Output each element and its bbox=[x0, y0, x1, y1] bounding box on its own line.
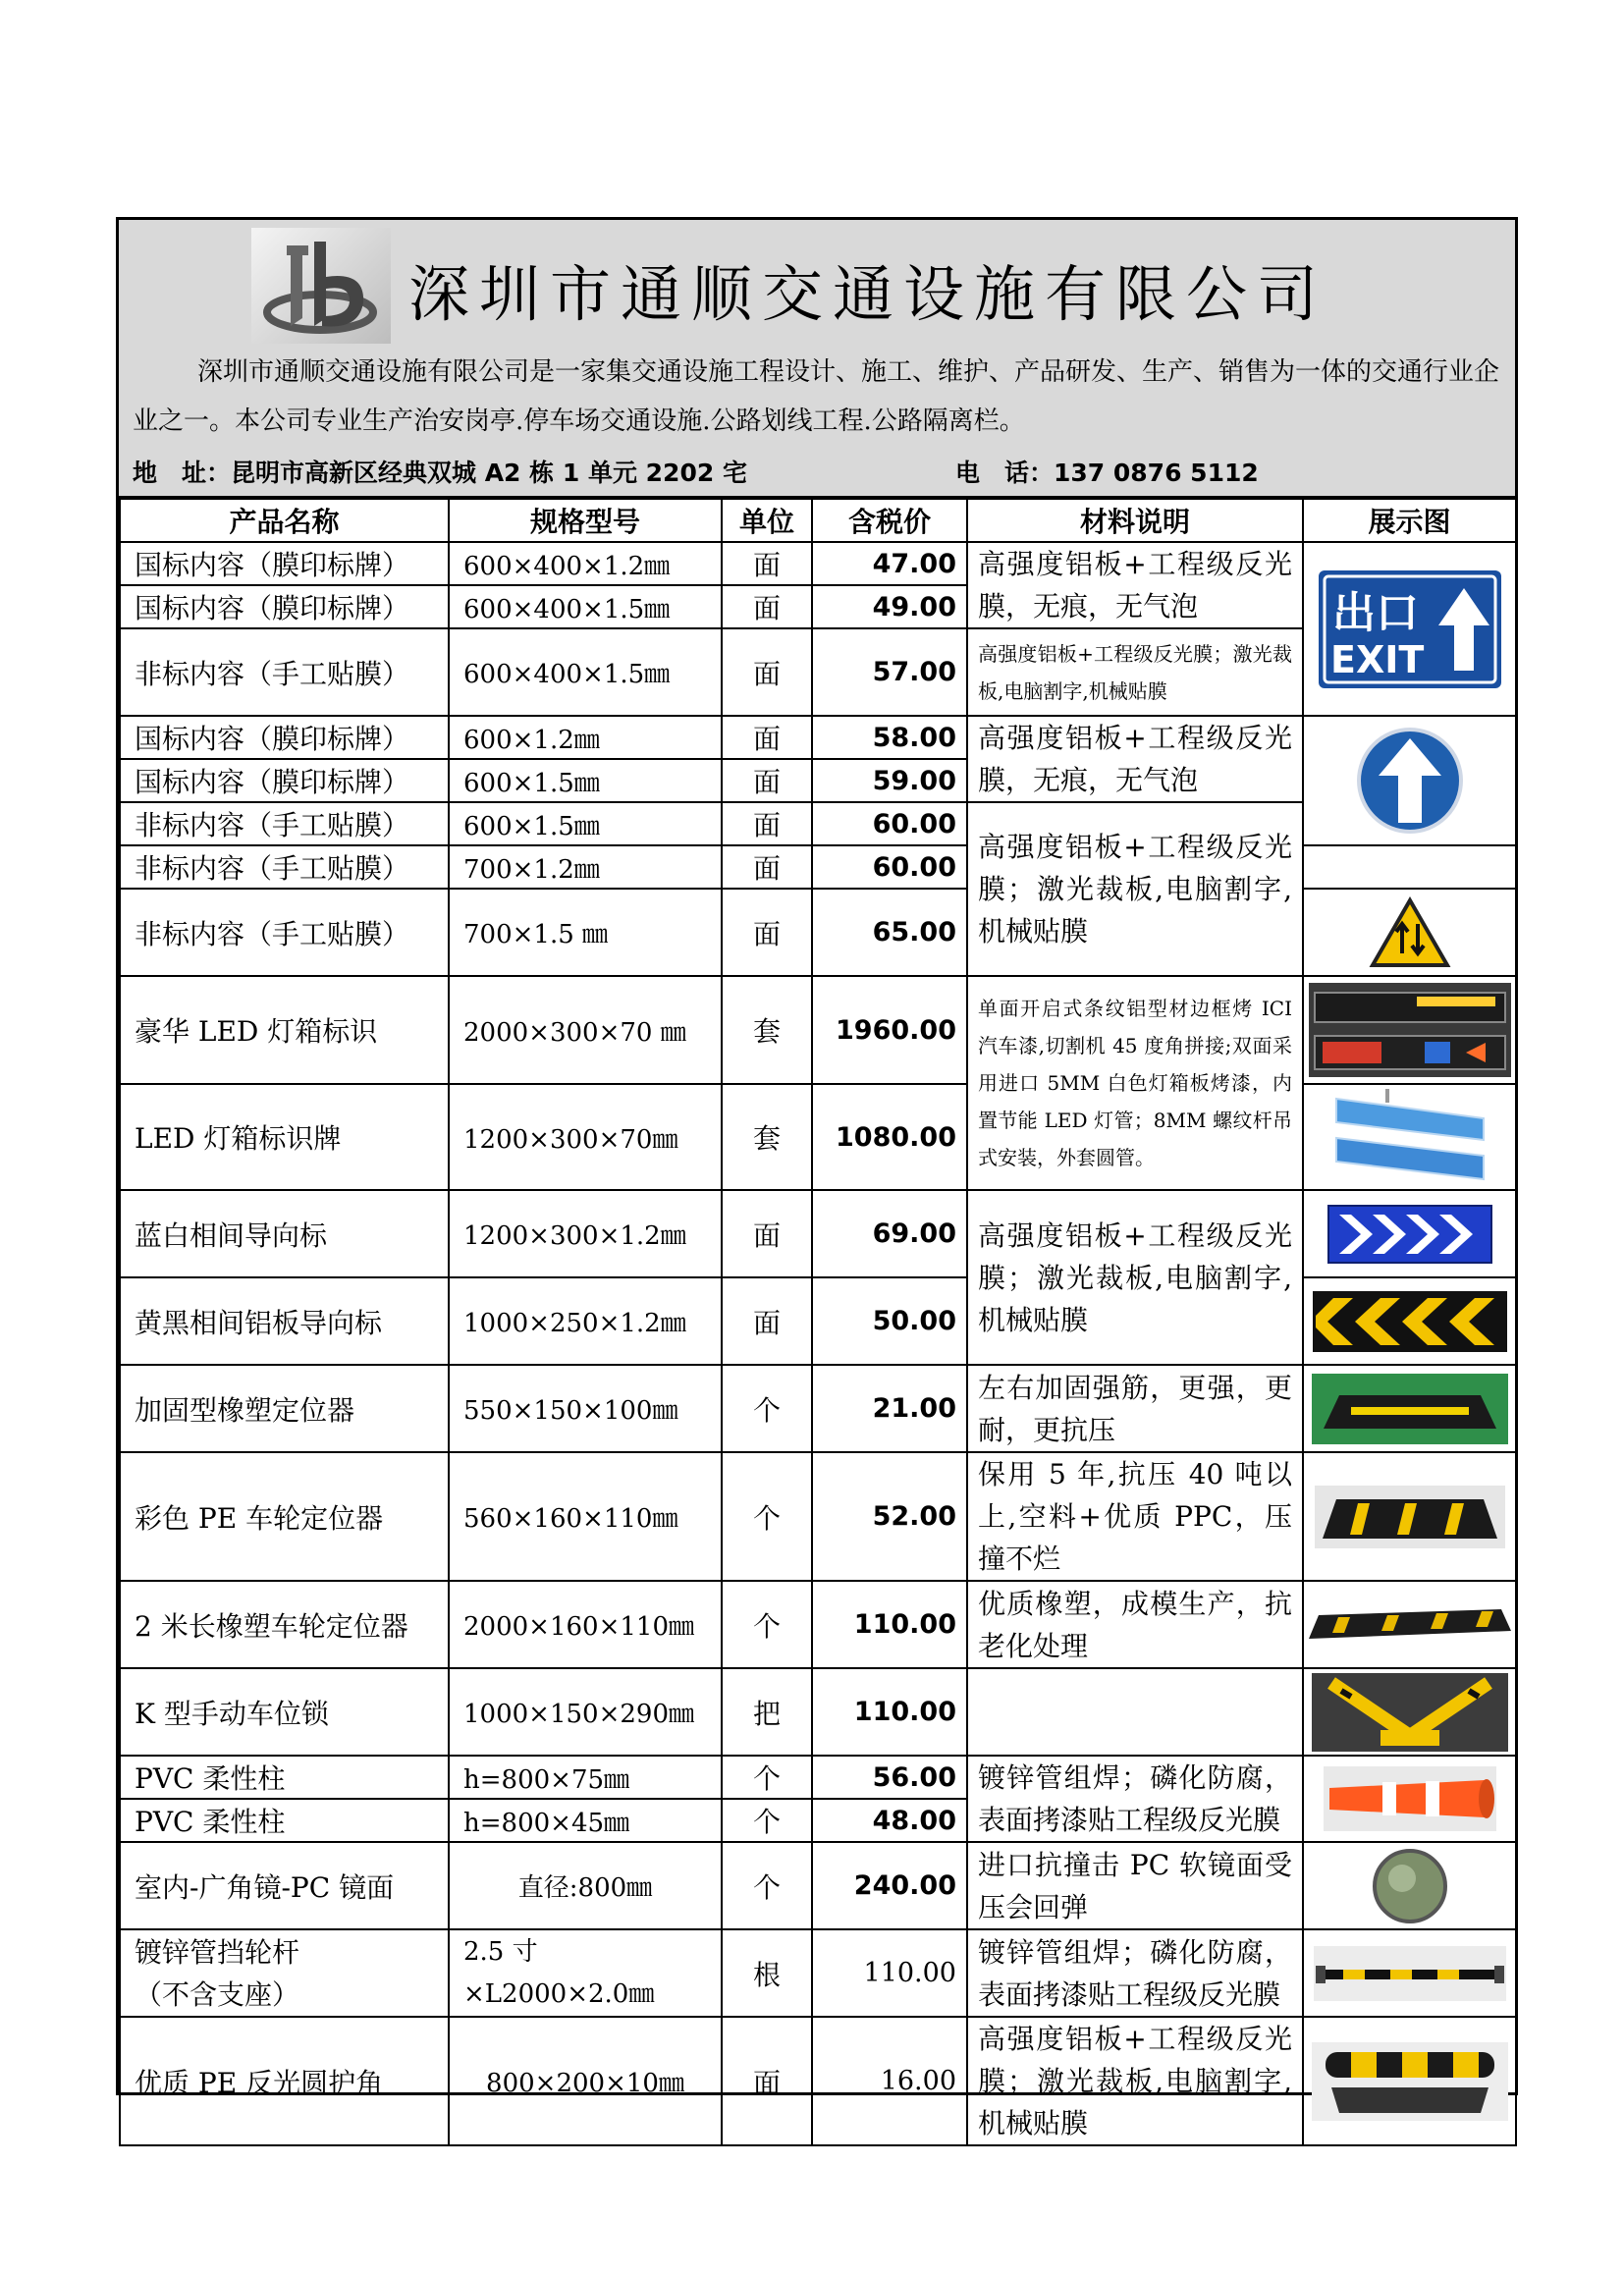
col-header-name: 产品名称 bbox=[120, 499, 449, 542]
table-row bbox=[120, 845, 1516, 889]
material-desc: 高强度铝板+工程级反光膜；激光裁板,电脑割字,机械贴膜 bbox=[967, 1190, 1303, 1365]
company-intro: 深圳市通顺交通设施有限公司是一家集交通设施工程设计、施工、维护、产品研发、生产、销售为一体的交通行业企业之一。本公司专业生产治安岗亭.停车场交通设施.公路划线工程.公路隔离栏。 bbox=[133, 357, 1500, 436]
image-cell bbox=[1303, 1365, 1516, 1452]
product-unit: 面 bbox=[722, 716, 812, 759]
material-desc: 镀锌管组焊；磷化防腐，表面拷漆贴工程级反光膜 bbox=[967, 1756, 1303, 1842]
company-name: 深圳市通顺交通设施有限公司 bbox=[408, 258, 1328, 330]
product-price: 49.00 bbox=[812, 585, 967, 628]
product-spec: 600×1.5㎜ bbox=[449, 759, 722, 802]
table-row bbox=[120, 1277, 1516, 1365]
product-name: 蓝白相间导向标 bbox=[120, 1190, 449, 1277]
product-unit: 面 bbox=[722, 628, 812, 716]
product-unit: 面 bbox=[722, 585, 812, 628]
product-spec: 600×1.2㎜ bbox=[449, 716, 722, 759]
product-name: 优质 PE 反光圆护角 bbox=[120, 2017, 449, 2145]
product-price: 1960.00 bbox=[812, 976, 967, 1084]
image-cell bbox=[1303, 1581, 1516, 1668]
exit-sign-image bbox=[1317, 568, 1503, 690]
product-unit: 把 bbox=[722, 1668, 812, 1756]
product-spec: 直径:800㎜ bbox=[449, 1842, 722, 1929]
product-name-line1: 镀锌管挡轮杆 bbox=[135, 1935, 300, 1969]
product-unit: 个 bbox=[722, 1799, 812, 1842]
product-name: 2 米长橡塑车轮定位器 bbox=[120, 1581, 449, 1668]
product-price: 48.00 bbox=[812, 1799, 967, 1842]
company-header bbox=[119, 220, 1515, 498]
product-name: LED 灯箱标识牌 bbox=[120, 1084, 449, 1190]
product-price: 110.00 bbox=[812, 1581, 967, 1668]
product-spec: 560×160×110㎜ bbox=[449, 1452, 722, 1581]
product-name: 非标内容（手工贴膜） bbox=[120, 845, 449, 889]
material-desc: 左右加固强筋，更强，更耐，更抗压 bbox=[967, 1365, 1303, 1452]
material-desc: 单面开启式条纹铝型材边框烤 ICI 汽车漆,切割机 45 度角拼接;双面采用进口 5MM 白色灯箱板烤漆，内置节能 LED 灯管；8MM 螺纹杆吊式安装，外套圆管。 bbox=[967, 976, 1303, 1190]
product-unit: 套 bbox=[722, 976, 812, 1084]
product-name: 国标内容（膜印标牌） bbox=[120, 716, 449, 759]
price-table bbox=[119, 498, 1517, 2146]
product-unit: 面 bbox=[722, 1277, 812, 1365]
table-row bbox=[120, 1668, 1516, 1756]
col-header-unit: 单位 bbox=[722, 499, 812, 542]
product-price: 1080.00 bbox=[812, 1084, 967, 1190]
product-unit: 面 bbox=[722, 802, 812, 845]
product-name: 非标内容（手工贴膜） bbox=[120, 628, 449, 716]
table-row bbox=[120, 1084, 1516, 1190]
product-unit: 个 bbox=[722, 1842, 812, 1929]
image-cell bbox=[1303, 1190, 1516, 1277]
image-cell bbox=[1303, 1277, 1516, 1365]
material-desc: 高强度铝板+工程级反光膜；激光裁板,电脑割字,机械贴膜 bbox=[967, 802, 1303, 976]
product-spec-line2: ×L2000×2.0㎜ bbox=[463, 1978, 655, 2009]
table-row bbox=[120, 1365, 1516, 1452]
material-desc: 高强度铝板+工程级反光膜，无痕，无气泡 bbox=[967, 716, 1303, 802]
product-unit: 根 bbox=[722, 1929, 812, 2017]
product-spec: 1000×250×1.2㎜ bbox=[449, 1277, 722, 1365]
table-row bbox=[120, 2017, 1516, 2145]
material-desc-empty bbox=[967, 1668, 1303, 1756]
product-price: 60.00 bbox=[812, 845, 967, 889]
product-spec: 1200×300×1.2㎜ bbox=[449, 1190, 722, 1277]
product-price: 52.00 bbox=[812, 1452, 967, 1581]
green-wheel-stopper bbox=[1312, 1374, 1508, 1444]
image-cell bbox=[1303, 1842, 1516, 1929]
image-cell bbox=[1303, 1668, 1516, 1756]
k-parking-lock bbox=[1312, 1673, 1508, 1752]
product-unit: 面 bbox=[722, 845, 812, 889]
flexible-bollard bbox=[1324, 1766, 1496, 1831]
material-desc: 保用 5 年,抗压 40 吨以上,空料+优质 PPC，压撞不烂 bbox=[967, 1452, 1303, 1581]
image-cell bbox=[1303, 1929, 1516, 2017]
corner-guard bbox=[1312, 2042, 1508, 2121]
product-spec: 600×400×1.2㎜ bbox=[449, 542, 722, 585]
wheel-guard-bar bbox=[1314, 1946, 1506, 2001]
table-row bbox=[120, 889, 1516, 976]
product-price: 58.00 bbox=[812, 716, 967, 759]
material-desc: 优质橡塑，成模生产，抗老化处理 bbox=[967, 1581, 1303, 1668]
product-spec: 1200×300×70㎜ bbox=[449, 1084, 722, 1190]
product-name bbox=[120, 1929, 449, 2017]
product-name: 非标内容（手工贴膜） bbox=[120, 889, 449, 976]
product-price: 60.00 bbox=[812, 802, 967, 845]
product-spec: 600×400×1.5㎜ bbox=[449, 585, 722, 628]
product-price: 110.00 bbox=[812, 1929, 967, 2017]
blue-chevron-sign bbox=[1327, 1205, 1492, 1264]
image-cell bbox=[1303, 1084, 1516, 1190]
product-spec: 600×1.5㎜ bbox=[449, 802, 722, 845]
image-cell bbox=[1303, 2017, 1516, 2145]
material-desc: 高强度铝板+工程级反光膜；激光裁板,电脑割字,机械贴膜 bbox=[967, 2017, 1303, 2145]
col-header-image: 展示图 bbox=[1303, 499, 1516, 542]
col-header-price: 含税价 bbox=[812, 499, 967, 542]
image-cell bbox=[1303, 716, 1516, 845]
product-price: 21.00 bbox=[812, 1365, 967, 1452]
table-row bbox=[120, 1929, 1516, 2017]
yellow-black-chevron-sign bbox=[1312, 1290, 1508, 1353]
product-unit: 面 bbox=[722, 2017, 812, 2145]
product-name: 国标内容（膜印标牌） bbox=[120, 542, 449, 585]
company-phone: 电 话：137 0876 5112 bbox=[955, 459, 1259, 487]
company-address: 地 址：昆明市高新区经典双城 A2 栋 1 单元 2202 宅 bbox=[133, 459, 747, 487]
product-name: 豪华 LED 灯箱标识 bbox=[120, 976, 449, 1084]
led-lightbox-blue-photo bbox=[1326, 1089, 1493, 1185]
image-cell bbox=[1303, 889, 1516, 976]
product-spec: 550×150×100㎜ bbox=[449, 1365, 722, 1452]
col-header-spec: 规格型号 bbox=[449, 499, 722, 542]
material-desc: 镀锌管组焊；磷化防腐，表面拷漆贴工程级反光膜 bbox=[967, 1929, 1303, 2017]
product-spec: h=800×45㎜ bbox=[449, 1799, 722, 1842]
product-unit: 个 bbox=[722, 1365, 812, 1452]
product-unit: 个 bbox=[722, 1581, 812, 1668]
arrow-sign-image bbox=[1351, 727, 1469, 835]
product-spec-line1: 2.5 寸 bbox=[463, 1936, 538, 1967]
image-cell bbox=[1303, 1452, 1516, 1581]
product-spec: 600×400×1.5㎜ bbox=[449, 628, 722, 716]
product-name: 国标内容（膜印标牌） bbox=[120, 585, 449, 628]
led-lightbox-photo bbox=[1309, 983, 1511, 1077]
product-unit: 套 bbox=[722, 1084, 812, 1190]
product-name: K 型手动车位锁 bbox=[120, 1668, 449, 1756]
product-unit: 个 bbox=[722, 1452, 812, 1581]
product-unit: 面 bbox=[722, 889, 812, 976]
product-name: 彩色 PE 车轮定位器 bbox=[120, 1452, 449, 1581]
table-row bbox=[120, 1581, 1516, 1668]
product-price: 69.00 bbox=[812, 1190, 967, 1277]
table-row bbox=[120, 1756, 1516, 1799]
product-name: 非标内容（手工贴膜） bbox=[120, 802, 449, 845]
product-unit: 面 bbox=[722, 759, 812, 802]
material-desc: 高强度铝板+工程级反光膜，无痕，无气泡 bbox=[967, 542, 1303, 628]
product-price: 56.00 bbox=[812, 1756, 967, 1799]
product-spec: 2000×160×110㎜ bbox=[449, 1581, 722, 1668]
col-header-material: 材料说明 bbox=[967, 499, 1303, 542]
table-row bbox=[120, 1190, 1516, 1277]
table-row bbox=[120, 976, 1516, 1084]
product-name: 黄黑相间铝板导向标 bbox=[120, 1277, 449, 1365]
table-row bbox=[120, 716, 1516, 759]
product-price: 59.00 bbox=[812, 759, 967, 802]
product-spec: 2000×300×70 ㎜ bbox=[449, 976, 722, 1084]
material-desc: 高强度铝板+工程级反光膜；激光裁板,电脑割字,机械贴膜 bbox=[967, 628, 1303, 716]
company-logo bbox=[251, 228, 391, 344]
product-name-line2: （不含支座） bbox=[135, 1977, 300, 2011]
product-unit: 面 bbox=[722, 542, 812, 585]
table-header-row bbox=[120, 499, 1516, 542]
table-row bbox=[120, 542, 1516, 585]
warning-sign-image bbox=[1369, 896, 1451, 969]
product-spec bbox=[449, 1929, 722, 2017]
product-price: 57.00 bbox=[812, 628, 967, 716]
product-price: 47.00 bbox=[812, 542, 967, 585]
table-row bbox=[120, 1842, 1516, 1929]
long-wheel-stopper bbox=[1309, 1603, 1511, 1647]
product-price: 240.00 bbox=[812, 1842, 967, 1929]
product-spec: 700×1.2㎜ bbox=[449, 845, 722, 889]
image-cell bbox=[1303, 542, 1516, 716]
product-unit: 个 bbox=[722, 1756, 812, 1799]
product-price: 110.00 bbox=[812, 1668, 967, 1756]
product-name: 室内-广角镜-PC 镜面 bbox=[120, 1842, 449, 1929]
black-yellow-wheel-stopper bbox=[1315, 1486, 1505, 1548]
product-spec: h=800×75㎜ bbox=[449, 1756, 722, 1799]
product-price: 65.00 bbox=[812, 889, 967, 976]
product-name: 国标内容（膜印标牌） bbox=[120, 759, 449, 802]
material-desc: 进口抗撞击 PC 软镜面受压会回弹 bbox=[967, 1842, 1303, 1929]
table-row bbox=[120, 1452, 1516, 1581]
product-price: 16.00 bbox=[812, 2017, 967, 2145]
convex-mirror bbox=[1371, 1847, 1449, 1925]
product-name: 加固型橡塑定位器 bbox=[120, 1365, 449, 1452]
exit-sign-en: EXIT bbox=[1329, 637, 1424, 681]
product-name: PVC 柔性柱 bbox=[120, 1799, 449, 1842]
price-sheet bbox=[116, 217, 1518, 2139]
product-unit: 面 bbox=[722, 1190, 812, 1277]
product-price: 50.00 bbox=[812, 1277, 967, 1365]
product-spec: 700×1.5 ㎜ bbox=[449, 889, 722, 976]
exit-sign-cn: 出口 bbox=[1331, 587, 1419, 638]
product-spec: 1000×150×290㎜ bbox=[449, 1668, 722, 1756]
image-cell bbox=[1303, 1756, 1516, 1842]
image-cell bbox=[1303, 976, 1516, 1084]
product-spec: 800×200×10㎜ bbox=[449, 2017, 722, 2145]
product-name: PVC 柔性柱 bbox=[120, 1756, 449, 1799]
